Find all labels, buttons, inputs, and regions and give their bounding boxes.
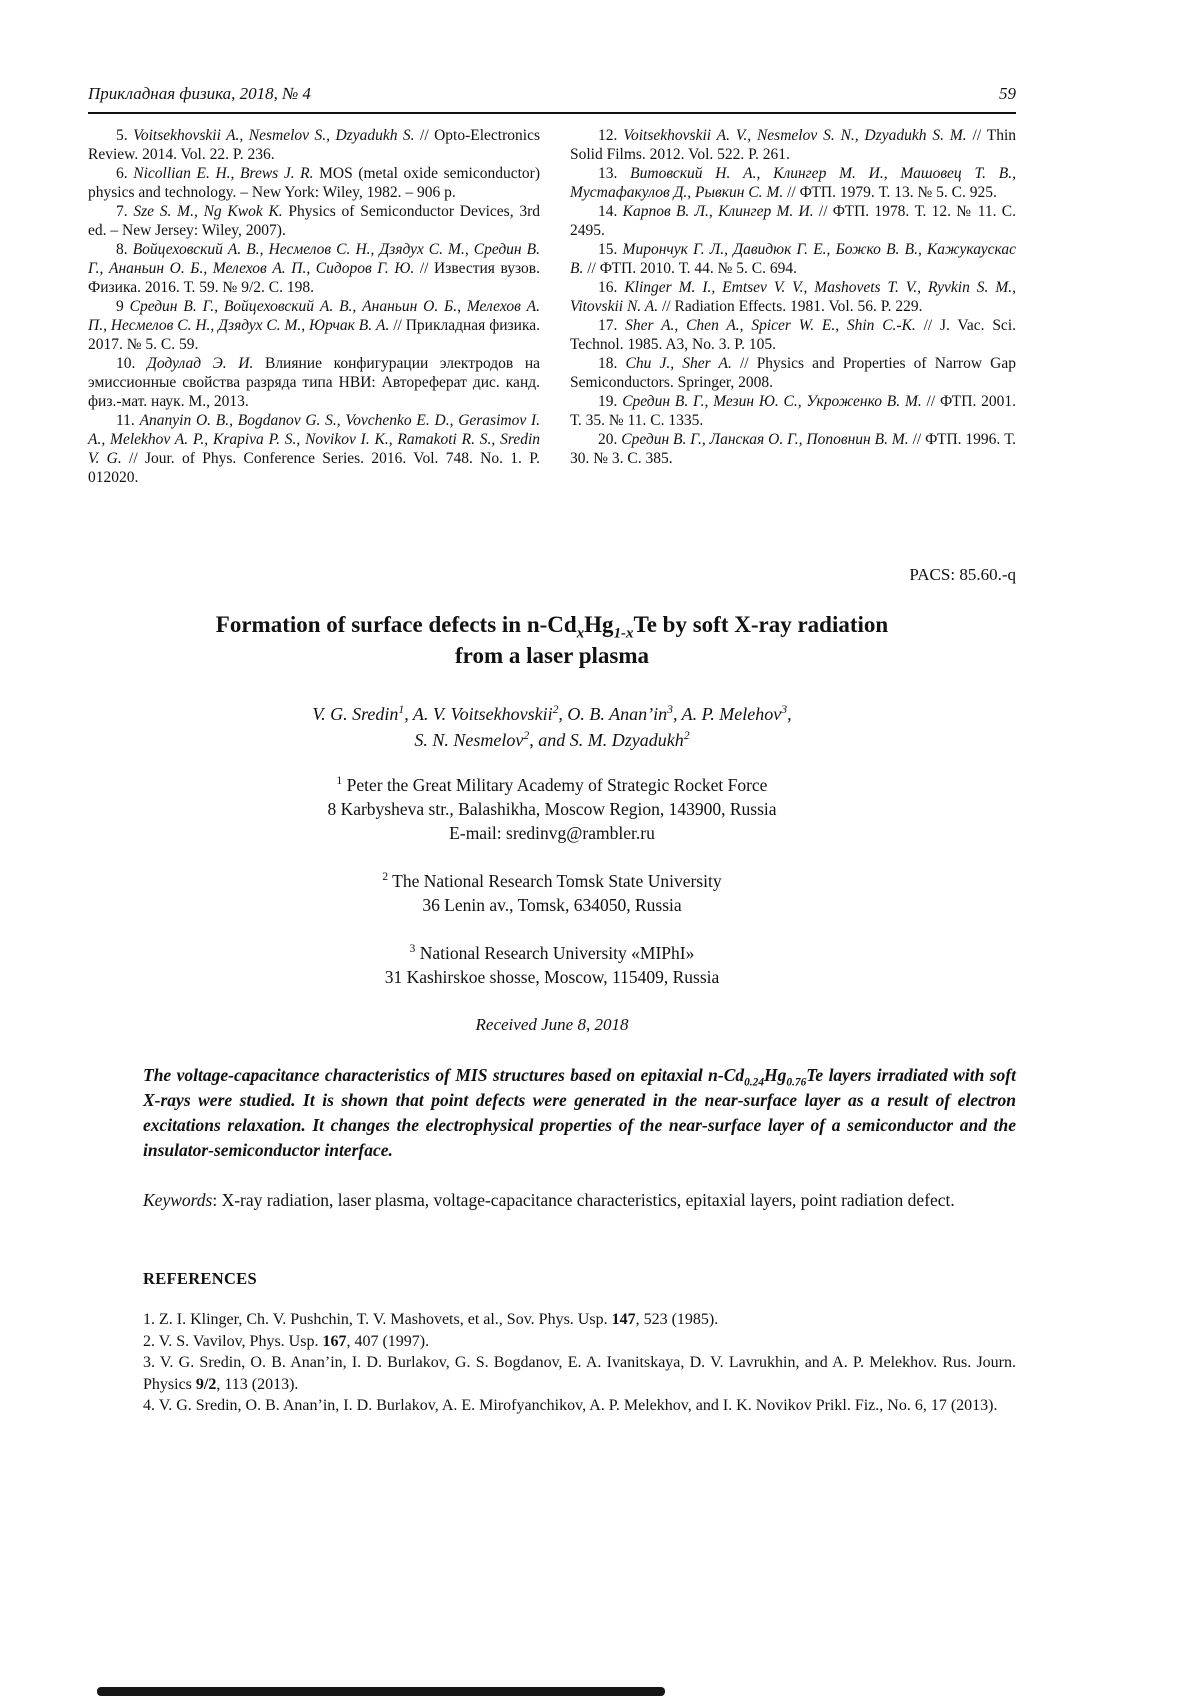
affiliation-3 [88, 941, 1016, 989]
page-number: 59 [999, 84, 1016, 103]
article-title-line-2: from a laser plasma [455, 643, 649, 668]
journal-title: Прикладная физика, 2018, № 4 [88, 84, 311, 103]
reference-item: 12. Voitsekhovskii A. V., Nesmelov S. N., Dzyadukh S. M. // Thin Solid Films. 2012. Vol. 522. P. 261. [570, 127, 1016, 163]
abstract: The voltage-capacitance characteristics of MIS structures based on epitaxial $n-Cd_{0.24}Hg_{0.76}Te$ layers irradiated with soft X-rays were studied. It is shown that point defects were generated in the near-surface layer as a result of electron excitations relaxation. It changes the electrophysical properties of the near-surface layer of a semiconductor and the insulator-semiconductor interface. [143, 1065, 1016, 1160]
reference-item: 7. Sze S. M., Ng Kwok K. Physics of Semiconductor Devices, 3rd ed. – New Jersey: Wiley, 2007). [88, 203, 540, 239]
pacs-line: PACS: 85.60.-q [909, 565, 1016, 584]
affiliation-3-address: 31 Kashirskoe shosse, Moscow, 115409, Russia [384, 967, 720, 987]
affiliation-3-name: $^3$ National Research University «MIPhI» [409, 943, 695, 963]
affiliation-1 [88, 773, 1016, 845]
reference-item: 8. Войцеховский А. В., Несмелов С. Н., Дзядух С. М., Средин В. Г., Ананьин О. Б., Мелехов А. П., Сидоров Г. Ю. // Известия вузов. Физика. 2016. Т. 59. № 9/2. С. 198. [88, 241, 541, 296]
reference-item: 20. Средин В. Г., Ланская О. Г., Поповнин В. М. // ФТП. 1996. Т. 30. № 3. С. 385. [570, 431, 1016, 467]
page-header [88, 84, 1016, 114]
reference-item: 19. Средин В. Г., Мезин Ю. С., Укроженко В. М. // ФТП. 2001. Т. 35. № 11. С. 1335. [570, 393, 1017, 429]
authors [88, 701, 1016, 753]
reference-item: 10. Додулад Э. И. Влияние конфигурации электродов на эмиссионные свойства разряда типа НВИ: Автореферат дис. канд. физ.-мат. наук. М., 2013. [88, 355, 541, 410]
authors-line-2: S. N. Nesmelov$^2$, and S. M. Dzyadukh$^2$ [414, 729, 690, 750]
affiliation-1-address: 8 Karbysheva str., Balashikha, Moscow Region, 143900, Russia [327, 799, 777, 819]
page-content [88, 0, 1016, 1417]
reference-item: 15. Мирончук Г. Л., Давидюк Г. Е., Божко В. В., Кажукаускас В. // ФТП. 2010. Т. 44. № 5. С. 694. [570, 241, 1016, 277]
reference-item: 11. Ananyin O. B., Bogdanov G. S., Vovchenko E. D., Gerasimov I. A., Melekhov A. P., Krapiva P. S., Novikov I. K., Ramakoti R. S., Sredin V. G. // Jour. of Phys. Conference Series. 2016. Vol. 748. No. 1. P. 012020. [88, 412, 540, 486]
refs-col-left [88, 126, 540, 487]
received-line: Received June 8, 2018 [475, 1015, 629, 1034]
reference-item: 5. Voitsekhovskii A., Nesmelov S., Dzyadukh S. // Opto-Electronics Review. 2014. Vol. 22. P. 236. [88, 127, 540, 163]
references-heading: REFERENCES [143, 1269, 257, 1288]
affiliation-2-address: 36 Lenin av., Tomsk, 634050, Russia [422, 895, 682, 915]
scan-artifact-bar [97, 1687, 665, 1696]
keywords [143, 1187, 1016, 1213]
keywords-label: Keywords [143, 1190, 213, 1210]
refs-col-right [570, 126, 1016, 487]
affiliation-2 [88, 869, 1016, 917]
affiliation-1-email: E-mail: sredinvg@rambler.ru [449, 823, 655, 843]
reference-item: 18. Chu J., Sher A. // Physics and Properties of Narrow Gap Semiconductors. Springer, 2008. [570, 355, 1016, 391]
affiliation-2-name: $^2$ The National Research Tomsk State University [382, 871, 722, 891]
reference-item: 2. V. S. Vavilov, Phys. Usp. 167, 407 (1997). [143, 1332, 430, 1350]
reference-item: 6. Nicollian E. H., Brews J. R. MOS (metal oxide semiconductor) physics and technology. – New York: Wiley, 1982. – 906 p. [88, 165, 540, 201]
reference-item: 14. Карпов В. Л., Клингер М. И. // ФТП. 1978. Т. 12. № 11. С. 2495. [570, 203, 1017, 239]
references-list [143, 1309, 1016, 1417]
reference-item: 3. V. G. Sredin, O. B. Anan’in, I. D. Burlakov, G. S. Bogdanov, E. A. Ivanitskaya, D. V. Lavrukhin, and A. P. Melekhov. Rus. Journ. Physics 9/2, 113 (2013). [143, 1354, 1016, 1393]
reference-item: 4. V. G. Sredin, O. B. Anan’in, I. D. Burlakov, A. E. Mirofyanchikov, A. P. Melekhov, and I. K. Novikov Prikl. Fiz., No. 6, 17 (2013). [143, 1397, 998, 1414]
article-title [88, 609, 1016, 671]
authors-line-1: V. G. Sredin$^1$, A. V. Voitsekhovskii$^2$, O. B. $Anan’in^3$, A. P. Melehov$^3$, [312, 703, 792, 724]
reference-item: 1. Z. I. Klinger, Ch. V. Pushchin, T. V. Mashovets, et al., Sov. Phys. Usp. 147, 523 (1985). [143, 1311, 719, 1328]
keywords-text: : X-ray radiation, laser plasma, voltage-capacitance characteristics, epitaxial layers, point radiation defect. [212, 1190, 955, 1210]
affiliation-1-name: $^1$ Peter the Great Military Academy of Strategic Rocket Force [336, 775, 768, 795]
references-columns [88, 126, 1016, 487]
reference-item: 13. Витовский Н. А., Клингер М. И., Машовец Т. В., Мустафакулов Д., Рывкин С. М. // ФТП. 1979. Т. 13. № 5. С. 925. [570, 165, 1016, 201]
article-title-line-1: Formation of surface defects in $n-Cd_xHg_{1-x}Te$ by soft X-ray radiation [215, 612, 889, 642]
reference-item: 16. Klinger M. I., Emtsev V. V., Mashovets T. V., Ryvkin S. M., Vitovskii N. A. // Radiation Effects. 1981. Vol. 56. P. 229. [570, 279, 1016, 315]
reference-item: 9 Средин В. Г., Войцеховский А. В., Ананьин О. Б., Мелехов А. П., Несмелов С. Н., Дзядух С. М., Юрчак В. А. // Прикладная физика. 2017. № 5. С. 59. [88, 298, 541, 353]
reference-item: 17. Sher A., Chen A., Spicer W. E., Shin C.-K. // J. Vac. Sci. Technol. 1985. A3, No. 3. P. 105. [570, 317, 1016, 353]
